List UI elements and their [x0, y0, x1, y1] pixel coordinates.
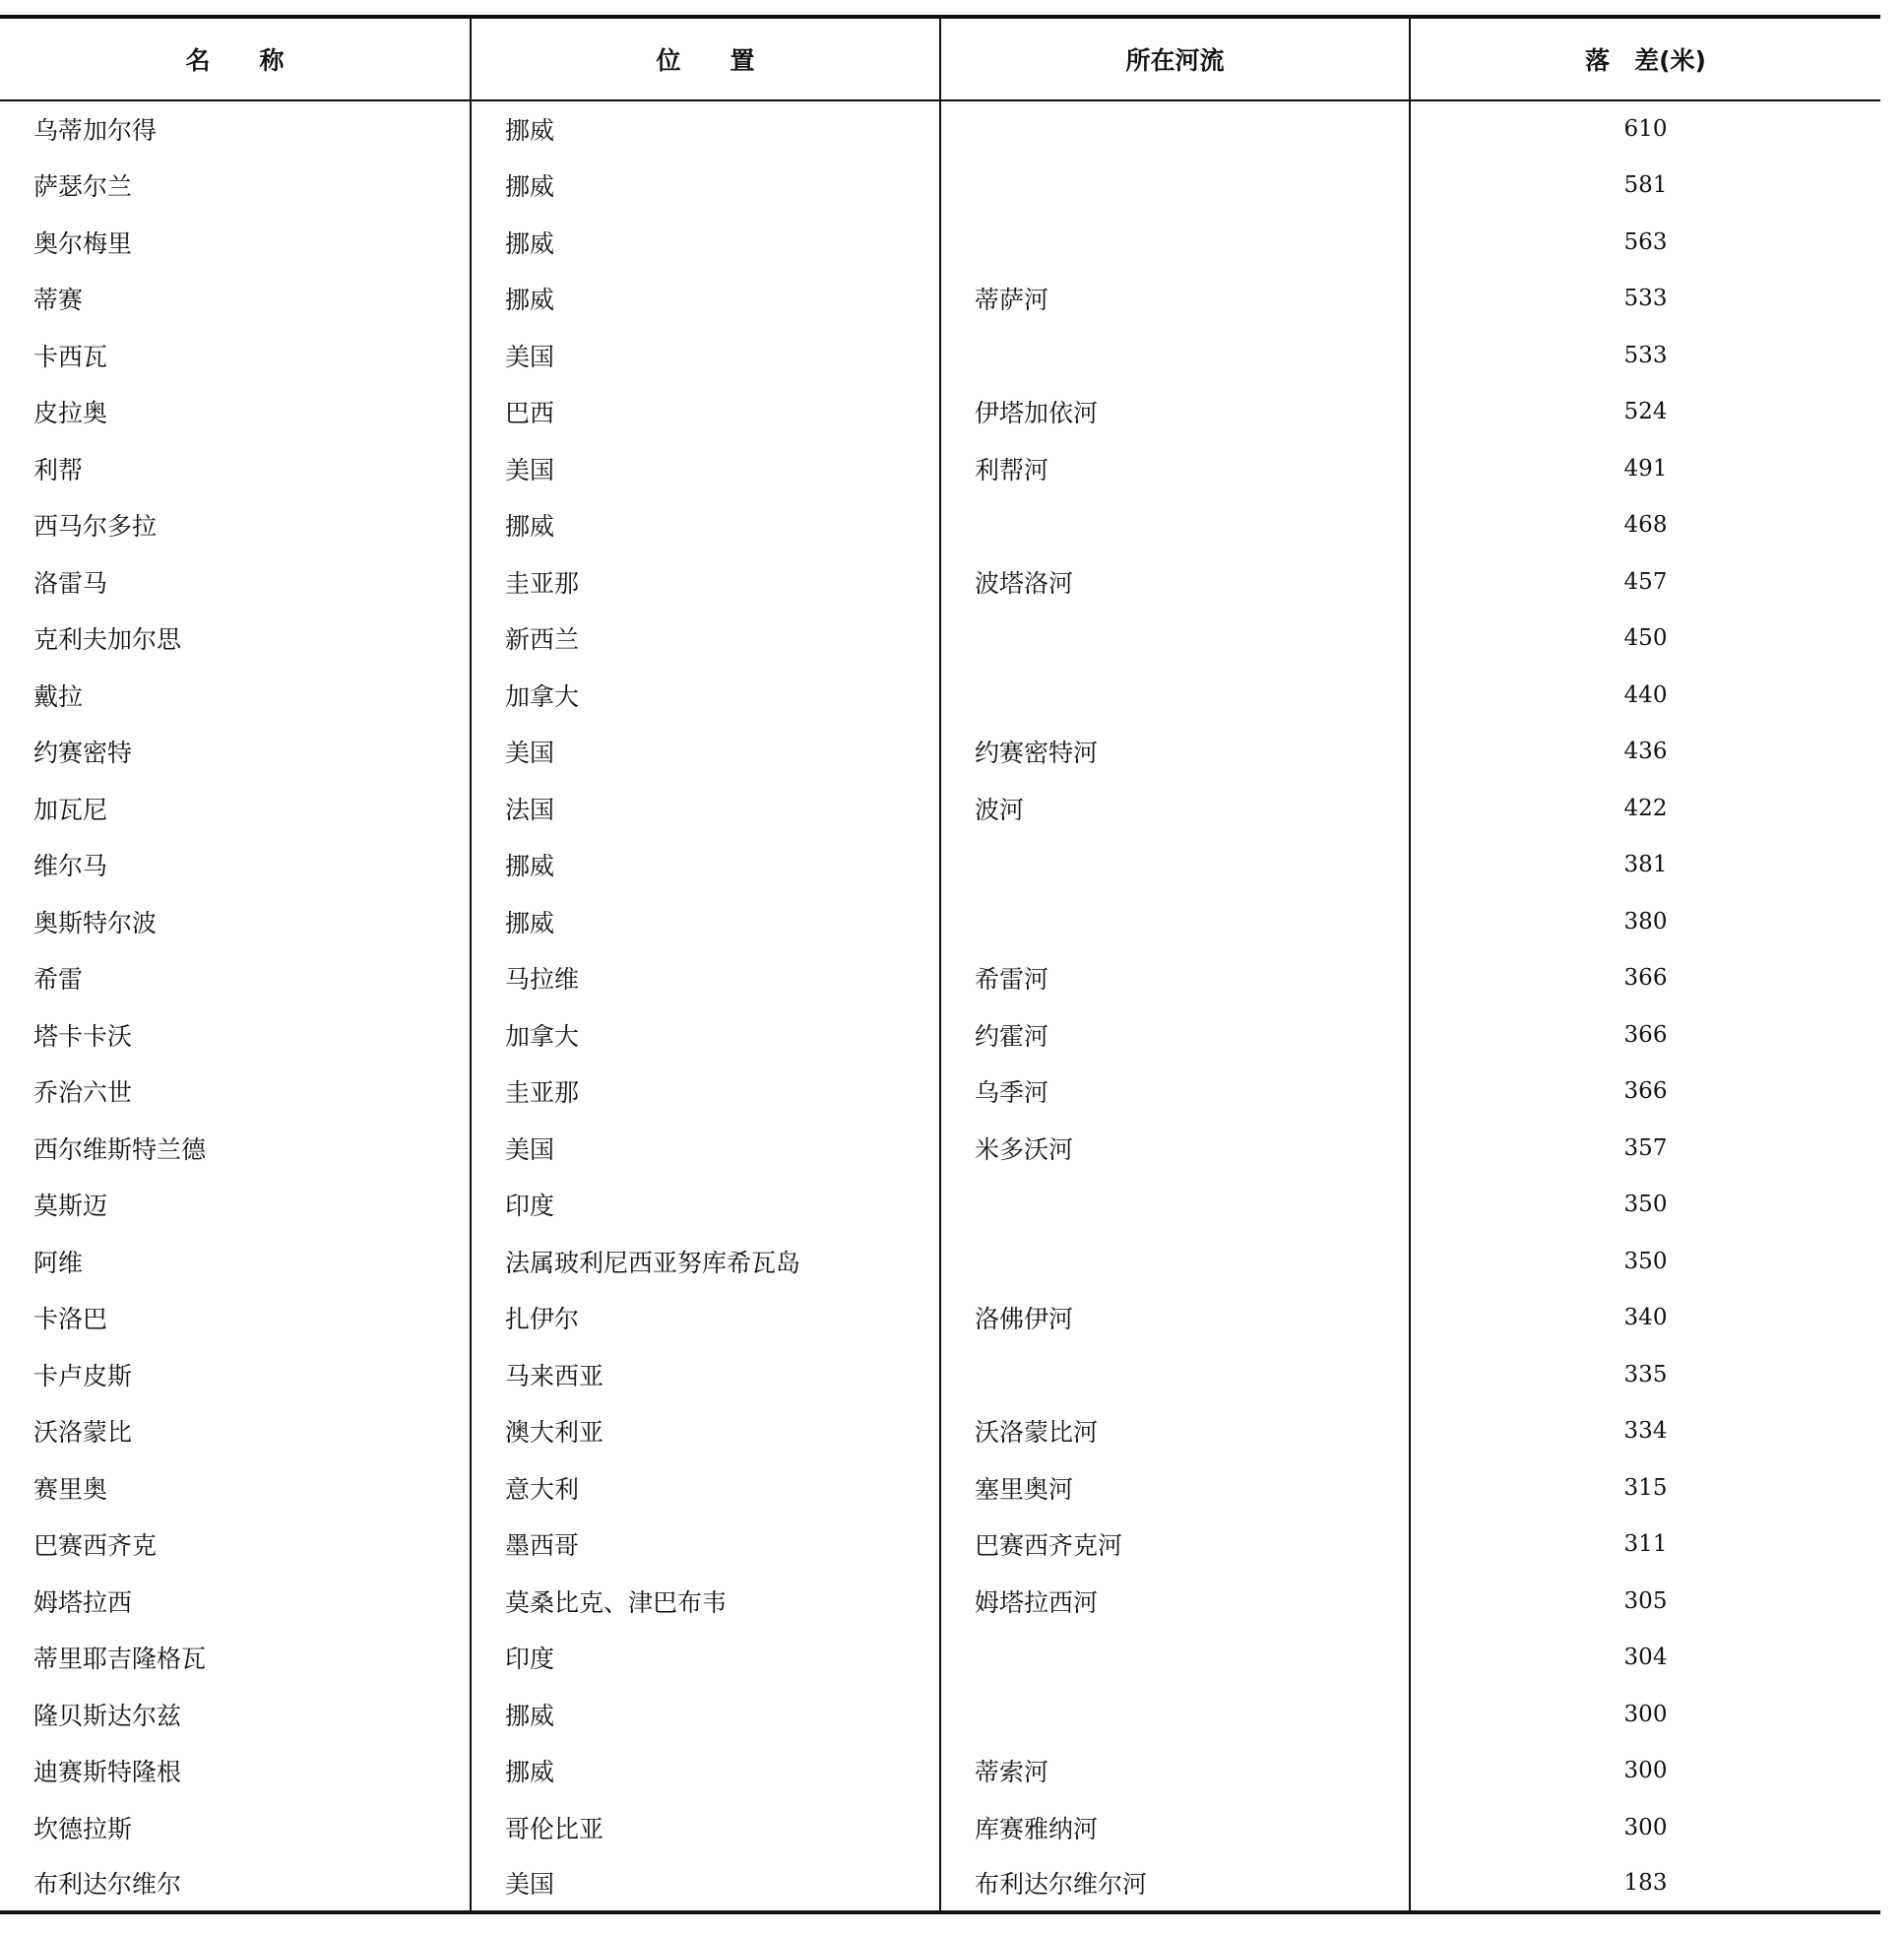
table-row	[0, 837, 1880, 894]
cell-name: 沃洛蒙比	[0, 1403, 471, 1460]
cell-drop: 422	[1623, 795, 1668, 821]
cell-name: 蒂里耶吉隆格瓦	[0, 1630, 471, 1687]
table-row	[0, 1459, 1880, 1517]
cell-river	[940, 611, 1410, 668]
cell-drop: 366	[1623, 965, 1668, 992]
cell-river: 约霍河	[940, 1006, 1410, 1064]
cell-name: 希雷	[0, 950, 471, 1007]
cell-river: 布利达尔维尔河	[940, 1856, 1410, 1913]
cell-location: 印度	[471, 1177, 940, 1234]
cell-drop: 381	[1623, 852, 1668, 878]
cell-drop: 440	[1623, 681, 1668, 708]
table-row	[0, 553, 1880, 611]
cell-name: 姆塔拉西	[0, 1573, 471, 1630]
cell-location: 圭亚那	[471, 1064, 940, 1121]
cell-river	[940, 1630, 1410, 1687]
cell-drop: 357	[1623, 1134, 1668, 1161]
table-header	[0, 17, 1880, 100]
table-row	[0, 1403, 1880, 1460]
cell-location: 挪威	[471, 893, 940, 950]
cell-river: 乌季河	[940, 1064, 1410, 1121]
cell-location: 挪威	[471, 497, 940, 554]
cell-name: 皮拉奥	[0, 384, 471, 441]
cell-river: 洛佛伊河	[940, 1290, 1410, 1347]
table-row	[0, 1290, 1880, 1347]
table-row	[0, 950, 1880, 1007]
cell-river: 约赛密特河	[940, 724, 1410, 781]
cell-drop: 366	[1623, 1021, 1668, 1048]
cell-drop: 350	[1623, 1248, 1668, 1274]
cell-drop: 366	[1623, 1078, 1668, 1105]
cell-name: 戴拉	[0, 667, 471, 724]
cell-location: 墨西哥	[471, 1517, 940, 1574]
table-row	[0, 497, 1880, 554]
cell-location: 新西兰	[471, 611, 940, 668]
cell-name: 蒂赛	[0, 271, 471, 328]
cell-drop: 436	[1623, 739, 1668, 765]
header-drop: 落 差(米)	[1410, 17, 1880, 100]
cell-name: 约赛密特	[0, 724, 471, 781]
cell-name: 迪赛斯特隆根	[0, 1743, 471, 1800]
cell-river: 蒂索河	[940, 1743, 1410, 1800]
cell-name: 奥尔梅里	[0, 214, 471, 271]
table-row	[0, 1233, 1880, 1290]
cell-drop: 610	[1623, 116, 1668, 143]
cell-name: 利帮	[0, 440, 471, 497]
table-row	[0, 1517, 1880, 1574]
cell-river: 米多沃河	[940, 1120, 1410, 1177]
cell-location: 马拉维	[471, 950, 940, 1007]
cell-river: 伊塔加依河	[940, 384, 1410, 441]
cell-name: 卡卢皮斯	[0, 1346, 471, 1403]
cell-location: 美国	[471, 724, 940, 781]
table-row	[0, 1346, 1880, 1403]
header-row	[0, 17, 1880, 100]
cell-river	[940, 1177, 1410, 1234]
cell-river	[940, 893, 1410, 950]
table-row	[0, 214, 1880, 271]
cell-drop: 300	[1623, 1758, 1668, 1784]
cell-drop: 457	[1623, 568, 1668, 595]
cell-river: 波塔洛河	[940, 553, 1410, 611]
table-row	[0, 1630, 1880, 1687]
cell-drop: 311	[1623, 1531, 1668, 1558]
waterfall-table-sheet	[0, 15, 1880, 1914]
cell-name: 赛里奥	[0, 1459, 471, 1517]
cell-river	[940, 667, 1410, 724]
header-location: 位 置	[471, 17, 940, 100]
waterfall-table	[0, 15, 1880, 1914]
table-row	[0, 1177, 1880, 1234]
cell-drop: 315	[1623, 1474, 1668, 1501]
table-row	[0, 1799, 1880, 1856]
table-row	[0, 611, 1880, 668]
cell-river: 沃洛蒙比河	[940, 1403, 1410, 1460]
table-row	[0, 893, 1880, 950]
cell-river: 波河	[940, 780, 1410, 837]
cell-location: 美国	[471, 327, 940, 384]
table-row	[0, 1686, 1880, 1743]
cell-location: 挪威	[471, 837, 940, 894]
cell-location: 澳大利亚	[471, 1403, 940, 1460]
table-row	[0, 667, 1880, 724]
cell-drop: 533	[1623, 342, 1668, 368]
cell-location: 挪威	[471, 158, 940, 215]
cell-name: 布利达尔维尔	[0, 1856, 471, 1913]
cell-river	[940, 1346, 1410, 1403]
cell-river: 库赛雅纳河	[940, 1799, 1410, 1856]
cell-location: 法属玻利尼西亚努库希瓦岛	[471, 1233, 940, 1290]
cell-drop: 304	[1623, 1645, 1668, 1671]
cell-drop: 450	[1623, 625, 1668, 652]
cell-name: 乌蒂加尔得	[0, 100, 471, 158]
cell-river: 巴赛西齐克河	[940, 1517, 1410, 1574]
table-row	[0, 100, 1880, 158]
table-row	[0, 1743, 1880, 1800]
cell-drop: 533	[1623, 286, 1668, 312]
table-row	[0, 1064, 1880, 1121]
table-row	[0, 1006, 1880, 1064]
cell-location: 美国	[471, 1120, 940, 1177]
cell-location: 挪威	[471, 1743, 940, 1800]
cell-name: 克利夫加尔思	[0, 611, 471, 668]
cell-river: 蒂萨河	[940, 271, 1410, 328]
cell-name: 乔治六世	[0, 1064, 471, 1121]
table-row	[0, 158, 1880, 215]
cell-location: 莫桑比克、津巴布韦	[471, 1573, 940, 1630]
cell-location: 加拿大	[471, 1006, 940, 1064]
cell-river: 利帮河	[940, 440, 1410, 497]
cell-name: 隆贝斯达尔兹	[0, 1686, 471, 1743]
cell-location: 挪威	[471, 214, 940, 271]
cell-drop: 524	[1623, 399, 1668, 425]
cell-location: 马来西亚	[471, 1346, 940, 1403]
cell-drop: 563	[1623, 228, 1668, 255]
cell-river: 姆塔拉西河	[940, 1573, 1410, 1630]
cell-location: 圭亚那	[471, 553, 940, 611]
cell-river	[940, 158, 1410, 215]
cell-location: 巴西	[471, 384, 940, 441]
cell-name: 阿维	[0, 1233, 471, 1290]
cell-drop: 380	[1623, 908, 1668, 935]
header-river: 所在河流	[940, 17, 1410, 100]
cell-drop: 491	[1623, 455, 1668, 482]
cell-drop: 581	[1623, 172, 1668, 199]
table-row	[0, 780, 1880, 837]
cell-location: 哥伦比亚	[471, 1799, 940, 1856]
cell-name: 巴赛西齐克	[0, 1517, 471, 1574]
cell-river	[940, 214, 1410, 271]
cell-name: 莫斯迈	[0, 1177, 471, 1234]
cell-river	[940, 837, 1410, 894]
table-row	[0, 1856, 1880, 1913]
cell-drop: 340	[1623, 1305, 1668, 1331]
cell-name: 西尔维斯特兰德	[0, 1120, 471, 1177]
cell-location: 意大利	[471, 1459, 940, 1517]
cell-river	[940, 1233, 1410, 1290]
cell-location: 美国	[471, 440, 940, 497]
cell-drop: 183	[1410, 1856, 1880, 1913]
table-row	[0, 327, 1880, 384]
cell-river	[940, 1686, 1410, 1743]
cell-location: 法国	[471, 780, 940, 837]
table-row	[0, 440, 1880, 497]
cell-name: 奥斯特尔波	[0, 893, 471, 950]
cell-name: 塔卡卡沃	[0, 1006, 471, 1064]
cell-name: 卡洛巴	[0, 1290, 471, 1347]
table-row	[0, 384, 1880, 441]
table-row	[0, 724, 1880, 781]
cell-location: 美国	[471, 1856, 940, 1913]
cell-drop: 305	[1623, 1587, 1668, 1614]
cell-drop: 468	[1623, 512, 1668, 539]
cell-river: 塞里奥河	[940, 1459, 1410, 1517]
table-row	[0, 271, 1880, 328]
cell-drop: 334	[1623, 1418, 1668, 1445]
cell-drop: 300	[1623, 1814, 1668, 1840]
cell-drop: 350	[1623, 1192, 1668, 1218]
table-row	[0, 1120, 1880, 1177]
cell-location: 扎伊尔	[471, 1290, 940, 1347]
table-row	[0, 1573, 1880, 1630]
cell-location: 印度	[471, 1630, 940, 1687]
cell-name: 卡西瓦	[0, 327, 471, 384]
cell-name: 萨瑟尔兰	[0, 158, 471, 215]
header-name: 名 称	[0, 17, 471, 100]
cell-location: 挪威	[471, 100, 940, 158]
cell-location: 挪威	[471, 271, 940, 328]
cell-river	[940, 100, 1410, 158]
cell-location: 挪威	[471, 1686, 940, 1743]
table-body	[0, 100, 1880, 1912]
cell-name: 维尔马	[0, 837, 471, 894]
cell-river	[940, 327, 1410, 384]
cell-drop: 300	[1623, 1701, 1668, 1727]
cell-name: 加瓦尼	[0, 780, 471, 837]
cell-name: 西马尔多拉	[0, 497, 471, 554]
cell-name: 洛雷马	[0, 553, 471, 611]
cell-river	[940, 497, 1410, 554]
cell-drop: 335	[1623, 1361, 1668, 1387]
cell-river: 希雷河	[940, 950, 1410, 1007]
cell-name: 坎德拉斯	[0, 1799, 471, 1856]
cell-location: 加拿大	[471, 667, 940, 724]
